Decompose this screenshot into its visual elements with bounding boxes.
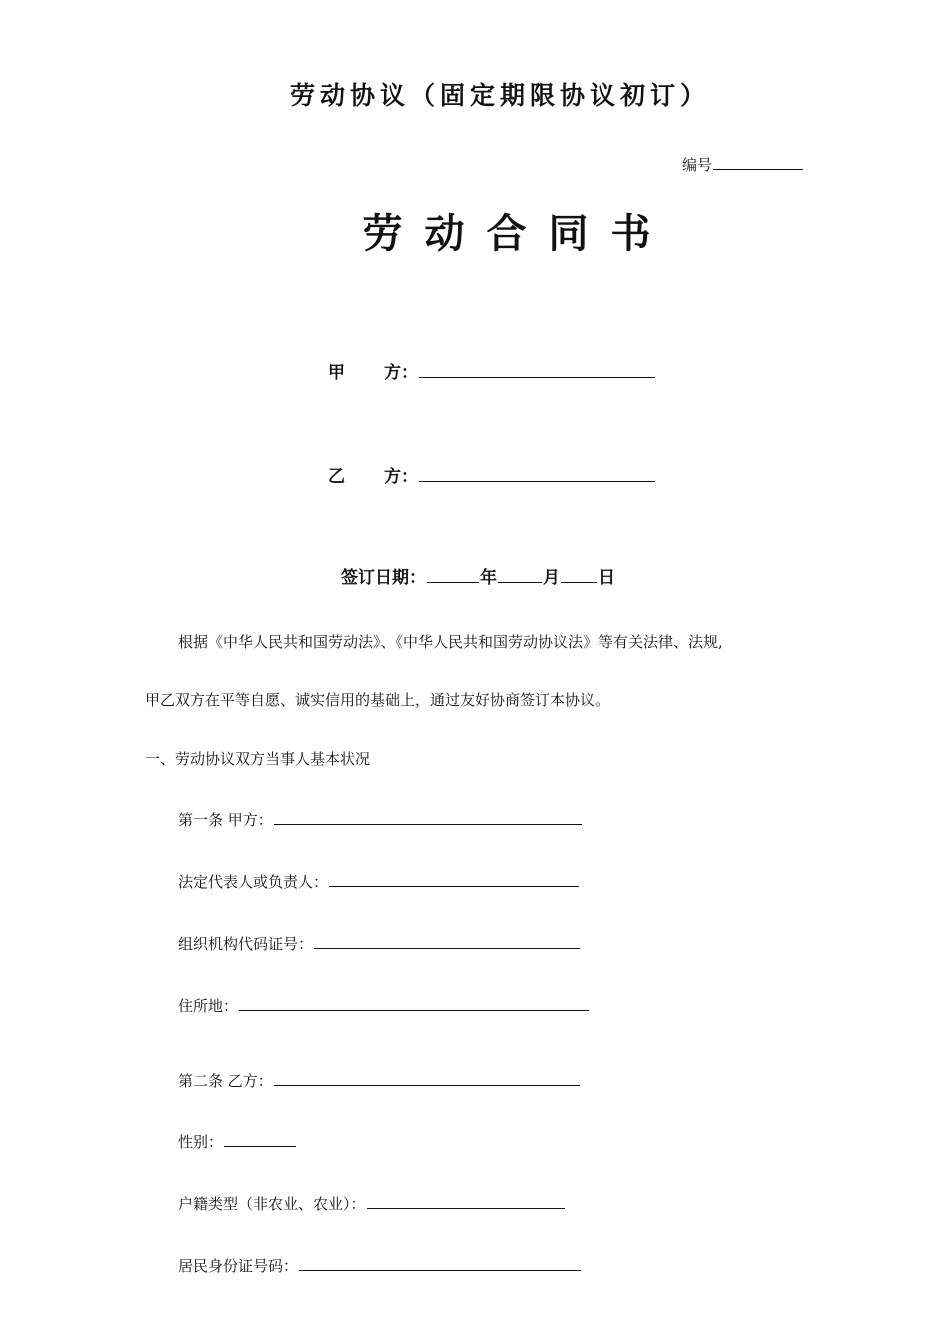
field-address xyxy=(178,994,590,1016)
field-household-type-blank[interactable] xyxy=(367,1192,565,1209)
field-party-b-label: 第二条 乙方： xyxy=(178,1071,273,1090)
contract-number-label: 编号 xyxy=(682,155,713,174)
year-blank[interactable] xyxy=(427,564,479,583)
party-b-row xyxy=(328,462,656,487)
field-address-label: 住所地： xyxy=(178,996,239,1015)
intro-paragraph-line-2: 甲乙双方在平等自愿、诚实信用的基础上，通过友好协商签订本协议。 xyxy=(145,691,611,709)
section-1-heading: 一、劳动协议双方当事人基本状况 xyxy=(145,750,371,768)
field-gender-label: 性别： xyxy=(178,1132,224,1151)
field-gender-blank[interactable] xyxy=(224,1130,296,1147)
signing-date-label: 签订日期： xyxy=(341,568,426,588)
month-blank[interactable] xyxy=(498,564,542,583)
field-party-b-blank[interactable] xyxy=(274,1069,580,1086)
party-b-label-suffix: 方： xyxy=(384,467,418,487)
field-id-number xyxy=(178,1254,582,1276)
field-party-b xyxy=(178,1069,581,1091)
field-org-code-label: 组织机构代码证号： xyxy=(178,934,314,953)
year-label: 年 xyxy=(480,568,497,588)
party-a-blank[interactable] xyxy=(419,359,655,378)
party-b-blank[interactable] xyxy=(419,463,655,482)
field-id-number-label: 居民身份证号码： xyxy=(178,1256,299,1275)
field-party-a-blank[interactable] xyxy=(274,808,582,825)
intro-paragraph-line-1: 根据《中华人民共和国劳动法》、《中华人民共和国劳动协议法》等有关法律、法规, xyxy=(178,633,723,651)
field-party-a-label: 第一条 甲方： xyxy=(178,810,273,829)
party-a-label: 甲 xyxy=(328,363,345,383)
field-gender xyxy=(178,1130,297,1152)
header-title: 劳动协议（固定期限协议初订） xyxy=(289,81,710,110)
field-org-code-blank[interactable] xyxy=(314,932,580,949)
main-title: 劳动合同书 xyxy=(362,210,673,257)
signing-date-row xyxy=(341,563,615,588)
field-id-number-blank[interactable] xyxy=(299,1254,581,1271)
party-a-row xyxy=(328,358,656,383)
field-address-blank[interactable] xyxy=(239,994,589,1011)
day-label: 日 xyxy=(598,568,615,588)
field-legal-rep-label: 法定代表人或负责人： xyxy=(178,872,329,891)
field-legal-rep-blank[interactable] xyxy=(329,870,579,887)
day-blank[interactable] xyxy=(561,564,597,583)
month-label: 月 xyxy=(543,568,560,588)
field-org-code xyxy=(178,932,581,954)
party-b-label: 乙 xyxy=(328,467,345,487)
field-household-type xyxy=(178,1192,566,1214)
contract-number-blank[interactable] xyxy=(713,153,803,170)
field-household-type-label: 户籍类型（非农业、农业）： xyxy=(178,1194,366,1213)
field-legal-rep xyxy=(178,870,580,892)
field-party-a xyxy=(178,808,583,830)
party-a-label-suffix: 方： xyxy=(384,363,418,383)
contract-number xyxy=(682,153,804,175)
